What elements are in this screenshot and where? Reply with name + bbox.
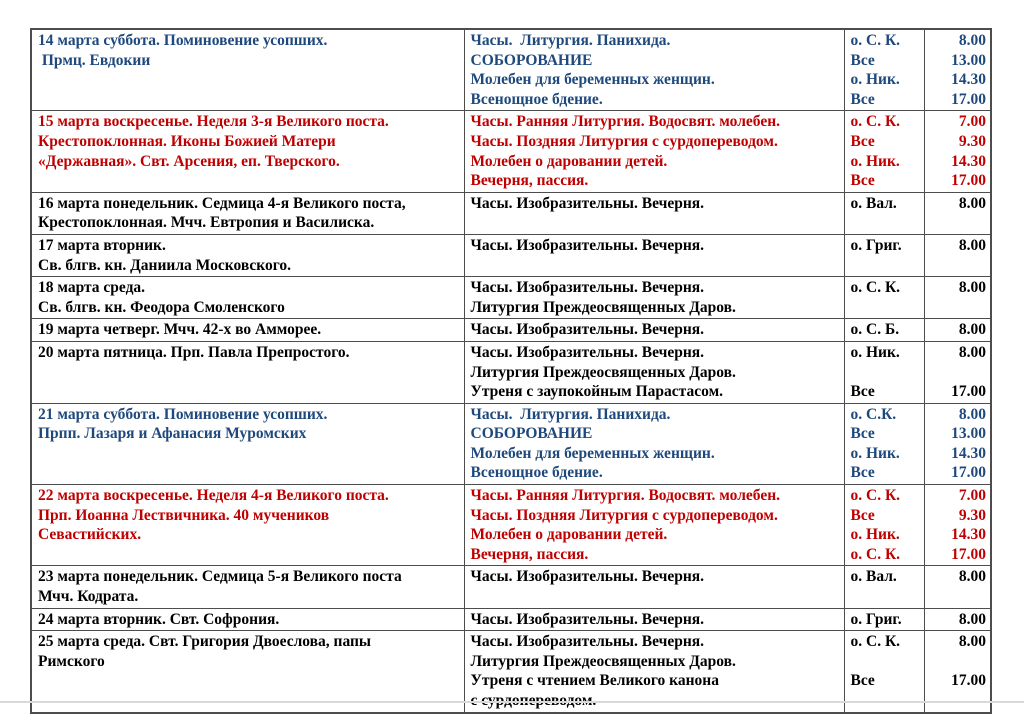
services-line: Часы. Ранняя Литургия. Водосвят. молебен. [470,113,781,131]
cell-priests [844,566,924,608]
date-line: 17 марта вторник. [38,236,166,254]
cell-priests [844,608,924,631]
priests-line: Все [850,506,875,524]
priests-line: о. Ник. [850,444,900,462]
times-line: 14.30 [951,526,986,544]
services-line: Часы. Изобразительны. Вечерня. [470,194,705,212]
cell-date [31,566,464,608]
services-line: Всенощное бдение. [470,90,603,108]
cell-priests [844,234,924,276]
cell-date [31,111,464,192]
services-line: Утреня с чтением Великого канона [470,672,719,690]
cell-priests [844,485,924,566]
table-row [31,319,991,342]
priests-line: Все [850,383,875,401]
priests-line [851,363,920,383]
priests-line: о. Григ. [850,236,902,254]
cell-times [924,277,991,319]
times-line: 9.30 [958,506,986,524]
priests-line: Все [850,51,875,69]
table-row [31,403,991,484]
table-row [31,111,991,192]
services-line [471,213,840,233]
services-line: Литургия Преждеосвященных Даров. [470,363,736,381]
date-line: Св. блгв. кн. Феодора Смоленского [38,298,285,316]
date-line: 23 марта понедельник. Седмица 5-я Великого поста [38,568,402,586]
service-schedule-table [30,28,992,714]
priests-line [851,213,920,233]
cell-times [924,485,991,566]
cell-date [31,192,464,234]
date-line: Крестопоклонная. Иконы Божией Матери [38,132,336,150]
services-line: Часы. Изобразительны. Вечерня. [470,610,705,628]
cell-priests [844,319,924,342]
times-line: 8.00 [958,32,986,49]
priests-line: о. Григ. [850,610,902,628]
cell-priests [844,111,924,192]
date-line: 21 марта суббота. Поминовение усопших. [38,405,328,423]
date-line: 22 марта воскресенье. Неделя 4-я Великого поста. [38,487,389,505]
times-line [931,363,987,383]
priests-line: о. С. К. [850,487,901,505]
times-line: 7.00 [958,113,986,131]
times-line: 13.00 [951,51,986,69]
services-line: СОБОРОВАНИЕ [470,51,593,69]
cell-services [464,111,844,192]
priests-line: о. Ник. [850,526,900,544]
times-line: 9.30 [958,132,986,150]
cell-times [924,608,991,631]
cell-priests [844,29,924,111]
cell-times [924,29,991,111]
cell-services [464,234,844,276]
priests-line [851,652,920,672]
table-row [31,192,991,234]
priests-line [851,298,920,318]
priests-line: о. С.К. [850,405,897,423]
table-row [31,608,991,631]
date-line: «Державная». Свт. Арсения, еп. Тверского. [38,152,340,170]
priests-line: Все [850,132,875,150]
cell-times [924,319,991,342]
times-line: 14.30 [951,152,986,170]
cell-services [464,192,844,234]
priests-line [851,587,920,607]
date-line: Прпп. Лазаря и Афанасия Муромских [38,425,307,443]
priests-line: о. С. К. [850,113,901,131]
priests-line: о. Ник. [850,71,900,89]
times-line: 8.00 [958,194,986,212]
times-line: 8.00 [958,236,986,254]
times-line: 13.00 [951,425,986,443]
times-line: 17.00 [951,383,986,401]
cell-date [31,608,464,631]
priests-line: о. Вал. [850,568,897,586]
services-line: Вечерня, пассия. [470,545,589,563]
date-line: 16 марта понедельник. Седмица 4-я Великого поста, [38,194,406,212]
services-line: Часы. Поздняя Литургия с сурдопереводом. [470,506,778,524]
priests-line: о. Ник. [850,152,900,170]
services-line: Литургия Преждеосвященных Даров. [470,652,736,670]
services-line: Всенощное бдение. [470,464,603,482]
times-line [931,256,987,276]
cell-date [31,319,464,342]
cell-priests [844,277,924,319]
priests-line: о. С. Б. [850,321,900,339]
services-line: Молебен о даровании детей. [470,526,668,544]
services-line: Часы. Изобразительны. Вечерня. [470,343,705,361]
table-row [31,566,991,608]
date-line: Римского [38,652,105,670]
times-line: 14.30 [951,444,986,462]
cell-times [924,111,991,192]
priests-line: Все [850,425,875,443]
priests-line: о. Вал. [850,194,897,212]
times-line: 8.00 [958,633,986,651]
times-line: 8.00 [958,568,986,586]
cell-services [464,403,844,484]
priests-line: Все [850,672,875,690]
date-line: 19 марта четверг. Мчч. 42-х во Амморее. [38,321,322,339]
services-line [471,587,840,607]
cell-priests [844,403,924,484]
page-bottom-divider [0,701,1024,703]
cell-date [31,234,464,276]
priests-line: Все [850,464,875,482]
table-row [31,234,991,276]
services-line: Молебен для беременных женщин. [470,444,715,462]
cell-times [924,566,991,608]
services-line: Часы. Изобразительны. Вечерня. [470,279,705,297]
cell-priests [844,341,924,403]
priests-line: о. С. К. [850,633,901,651]
priests-line: о. Ник. [850,343,900,361]
date-line: 20 марта пятница. Прп. Павла Препростого. [38,343,350,361]
services-line [471,256,840,276]
services-line: Часы. Изобразительны. Вечерня. [470,633,705,651]
cell-times [924,192,991,234]
cell-priests [844,192,924,234]
priests-line: Все [850,90,875,108]
cell-services [464,566,844,608]
cell-services [464,319,844,342]
cell-times [924,403,991,484]
times-line [931,213,987,233]
priests-line [851,256,920,276]
times-line: 17.00 [951,90,986,108]
date-line: Прп. Иоанна Лествичника. 40 мучеников [38,506,330,524]
times-line: 17.00 [951,172,986,190]
services-line: Часы. Поздняя Литургия с сурдопереводом. [470,132,778,150]
times-line: 14.30 [951,71,986,89]
services-line: Часы. Ранняя Литургия. Водосвят. молебен. [470,487,781,505]
services-line: Часы. Литургия. Панихида. [470,405,671,423]
table-row [31,29,991,111]
services-line: Молебен для беременных женщин. [470,71,715,89]
cell-date [31,403,464,484]
priests-line: о. С. К. [850,32,901,49]
schedule-body [31,29,991,713]
times-line: 17.00 [951,545,986,563]
date-line: 25 марта среда. Свт. Григория Двоеслова, папы [38,633,372,651]
table-row [31,277,991,319]
services-line: Часы. Изобразительны. Вечерня. [470,236,705,254]
priests-line: Все [850,172,875,190]
cell-services [464,341,844,403]
cell-services [464,485,844,566]
date-line: Мчч. Кодрата. [38,588,139,606]
times-line: 8.00 [958,279,986,297]
table-row [31,485,991,566]
times-line: 8.00 [958,405,986,423]
times-line [931,652,987,672]
services-line: Утреня с заупокойным Парастасом. [470,383,723,401]
table-row [31,341,991,403]
cell-services [464,29,844,111]
services-line: Часы. Литургия. Панихида. [470,32,671,49]
times-line: 8.00 [958,321,986,339]
times-line: 7.00 [958,487,986,505]
times-line: 8.00 [958,610,986,628]
date-line: Севастийских. [38,526,142,544]
services-line: Часы. Изобразительны. Вечерня. [470,321,705,339]
date-line: 14 марта суббота. Поминовение усопших. [38,32,328,49]
services-line: Молебен о даровании детей. [470,152,668,170]
cell-times [924,234,991,276]
services-line: Часы. Изобразительны. Вечерня. [470,568,705,586]
cell-services [464,277,844,319]
priests-line: о. С. К. [850,279,901,297]
services-line: СОБОРОВАНИЕ [470,425,593,443]
date-line: 18 марта среда. [38,279,146,297]
date-line: Св. блгв. кн. Даниила Московского. [38,256,292,274]
date-line: 15 марта воскресенье. Неделя 3-я Великого поста. [38,113,389,131]
date-line: 24 марта вторник. Свт. Софрония. [38,610,280,628]
services-line: Вечерня, пассия. [470,172,589,190]
cell-date [31,485,464,566]
times-line [931,587,987,607]
cell-services [464,608,844,631]
cell-date [31,277,464,319]
date-line: Крестопоклонная. Мчч. Евтропия и Василиска. [38,214,375,232]
date-line: Прмц. Евдокии [38,51,151,69]
services-line: Литургия Преждеосвященных Даров. [470,298,736,316]
priests-line: о. С. К. [850,545,901,563]
times-line: 17.00 [951,464,986,482]
cell-times [924,341,991,403]
times-line: 8.00 [958,343,986,361]
cell-date [31,29,464,111]
times-line [931,298,987,318]
cell-date [31,341,464,403]
times-line: 17.00 [951,672,986,690]
